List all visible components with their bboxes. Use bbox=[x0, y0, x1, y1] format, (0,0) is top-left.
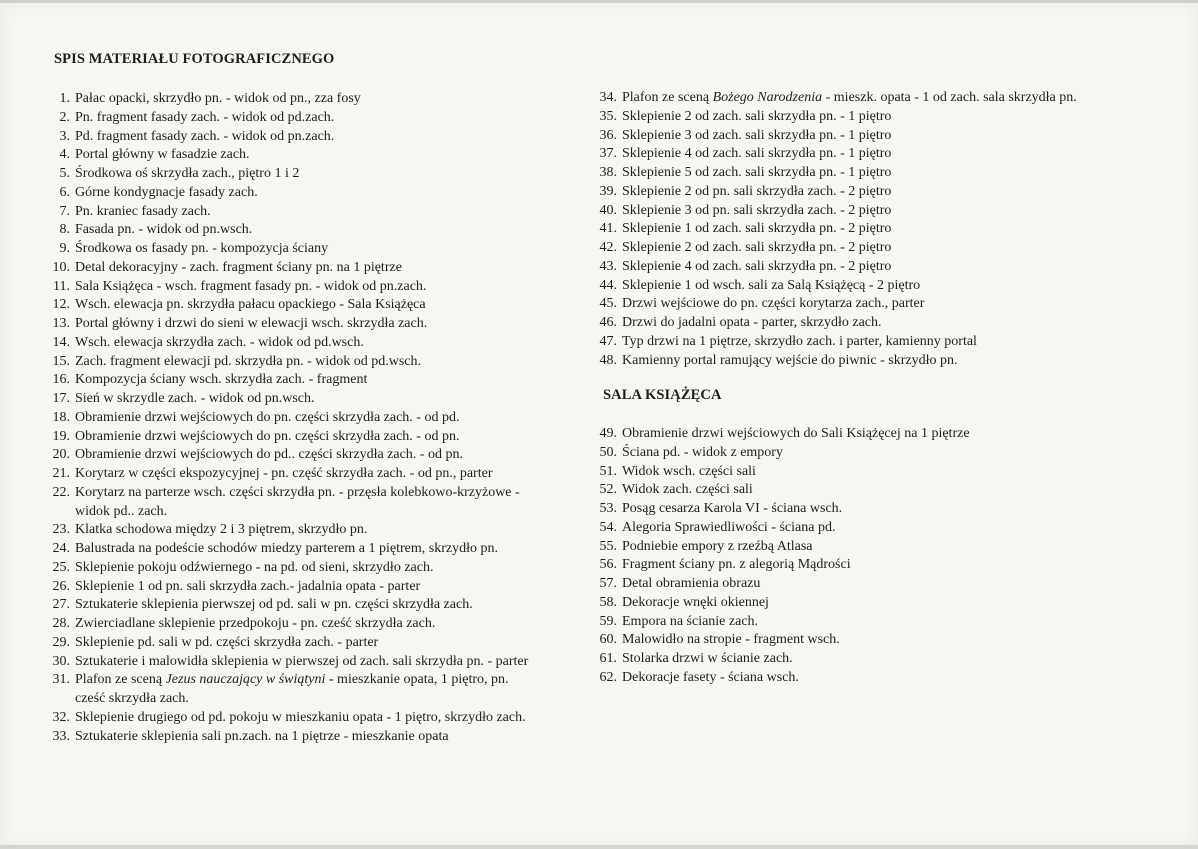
photo-list-left bbox=[46, 90, 586, 746]
list-item bbox=[46, 409, 586, 428]
item-text: Zach. fragment elewacji pd. skrzydła pn. - widok od pd.wsch. bbox=[75, 353, 422, 369]
list-item bbox=[593, 650, 1153, 669]
item-number: 62. bbox=[599, 669, 617, 685]
list-item bbox=[46, 240, 586, 259]
item-text bbox=[622, 89, 1153, 108]
item-text: Sztukaterie sklepienia sali pn.zach. na 1 piętrze - mieszkanie opata bbox=[75, 728, 449, 744]
item-number: 40. bbox=[599, 202, 617, 218]
list-item bbox=[46, 653, 586, 672]
item-text: Kompozycja ściany wsch. skrzydła zach. - fragment bbox=[75, 372, 368, 388]
item-text: Dekoracje fasety - ściana wsch. bbox=[622, 669, 799, 685]
list-item bbox=[593, 425, 1153, 444]
item-number: 3. bbox=[59, 128, 70, 144]
item-text: Sklepienie 2 od pn. sali skrzydła zach. - 2 piętro bbox=[622, 183, 892, 199]
item-number: 32. bbox=[52, 709, 70, 725]
item-text: Klatka schodowa między 2 i 3 piętrem, skrzydło pn. bbox=[75, 522, 368, 538]
item-text: Górne kondygnacje fasady zach. bbox=[75, 184, 258, 200]
item-number: 58. bbox=[599, 594, 617, 610]
list-item bbox=[46, 559, 586, 578]
item-number: 51. bbox=[599, 463, 617, 479]
item-text: Balustrada na podeście schodów miedzy parterem a 1 piętrem, skrzydło pn. bbox=[75, 541, 498, 556]
list-item bbox=[593, 575, 1153, 594]
list-item bbox=[593, 164, 1153, 183]
list-item bbox=[593, 145, 1153, 164]
item-text: Wsch. elewacja skrzydła zach. - widok od pd.wsch. bbox=[75, 334, 364, 350]
list-item bbox=[593, 239, 1153, 258]
item-number: 52. bbox=[599, 482, 617, 498]
item-text: Obramienie drzwi wejściowych do pn. części skrzydła zach. - od pn. bbox=[75, 428, 460, 444]
item-number: 39. bbox=[599, 183, 617, 199]
item-number: 47. bbox=[599, 333, 617, 349]
item-number: 46. bbox=[599, 315, 617, 330]
list-item bbox=[46, 521, 586, 540]
list-item bbox=[46, 728, 586, 747]
list-item bbox=[46, 578, 586, 597]
list-item bbox=[46, 596, 586, 615]
list-item bbox=[593, 669, 1153, 688]
item-number: 9. bbox=[59, 241, 70, 256]
item-number: 42. bbox=[599, 240, 617, 255]
list-item bbox=[46, 128, 586, 147]
item-number: 43. bbox=[599, 258, 617, 274]
item-number: 1. bbox=[59, 91, 70, 106]
item-text: Sklepienie 1 od zach. sali skrzydła pn. - 2 piętro bbox=[622, 221, 892, 237]
list-item bbox=[46, 634, 586, 653]
list-item bbox=[593, 463, 1153, 482]
item-text: Sklepienie pd. sali w pd. części skrzydła zach. - parter bbox=[75, 634, 379, 650]
item-number: 11. bbox=[53, 278, 70, 294]
item-number: 44. bbox=[599, 277, 617, 293]
item-text: Środkowa oś skrzydła zach., piętro 1 i 2 bbox=[75, 166, 300, 181]
section-heading-sala-ksiazeca: SALA KSIĄŻĘCA bbox=[603, 387, 722, 403]
item-text: Sklepienie 2 od zach. sali skrzydła pn. - 2 piętro bbox=[622, 240, 892, 255]
item-text: Empora na ścianie zach. bbox=[622, 613, 759, 629]
list-item bbox=[46, 315, 586, 334]
item-number: 35. bbox=[599, 108, 617, 124]
item-number: 59. bbox=[599, 613, 617, 629]
item-text: Obramienie drzwi wejściowych do pd.. części skrzydła zach. - od pn. bbox=[75, 447, 463, 463]
list-item bbox=[46, 353, 586, 372]
item-text: Drzwi do jadalni opata - parter, skrzydło zach. bbox=[622, 315, 882, 330]
list-item bbox=[46, 709, 586, 728]
item-text: Fragment ściany pn. z alegorią Mądrości bbox=[622, 557, 851, 573]
list-item bbox=[46, 146, 586, 165]
item-text: Ściana pd. - widok z empory bbox=[622, 444, 783, 460]
item-text: Pn. kraniec fasady zach. bbox=[75, 203, 211, 219]
scan-edge-bottom bbox=[0, 845, 1198, 849]
item-text: Malowidło na stropie - fragment wsch. bbox=[622, 632, 840, 648]
item-text: Sala Książęca - wsch. fragment fasady pn. - widok od pn.zach. bbox=[75, 278, 427, 294]
item-number: 37. bbox=[599, 146, 617, 162]
list-item bbox=[46, 109, 586, 128]
item-text: Drzwi wejściowe do pn. części korytarza zach., parter bbox=[622, 296, 925, 312]
list-item bbox=[593, 631, 1153, 650]
list-item bbox=[46, 671, 586, 709]
item-text-continuation: widok pd.. zach. bbox=[75, 503, 168, 519]
list-item bbox=[593, 314, 1153, 333]
scan-edge-top bbox=[0, 0, 1198, 3]
item-text: Korytarz na parterze wsch. części skrzydła pn. - przęsła kolebkowo-krzyżowe - bbox=[75, 484, 520, 500]
item-text: Pałac opacki, skrzydło pn. - widok od pn., zza fosy bbox=[75, 91, 361, 106]
item-text: Zwierciadlane sklepienie przedpokoju - pn. cześć skrzydła zach. bbox=[75, 616, 436, 631]
list-item bbox=[46, 371, 586, 390]
list-item bbox=[593, 202, 1153, 221]
item-number: 54. bbox=[599, 519, 617, 535]
item-number: 60. bbox=[599, 632, 617, 648]
item-number: 50. bbox=[599, 444, 617, 460]
item-text-title-italic: Jezus nauczający w świątyni bbox=[165, 672, 326, 688]
item-text: Dekoracje wnęki okiennej bbox=[622, 594, 769, 610]
list-item bbox=[593, 295, 1153, 314]
item-text: Posąg cesarza Karola VI - ściana wsch. bbox=[622, 501, 843, 516]
item-text: Kamienny portal ramujący wejście do piwnic - skrzydło pn. bbox=[622, 352, 958, 368]
list-item bbox=[593, 556, 1153, 575]
list-item bbox=[593, 538, 1153, 557]
list-item bbox=[46, 259, 586, 278]
list-item bbox=[46, 184, 586, 203]
item-text: Widok zach. części sali bbox=[622, 482, 753, 498]
item-text: Sklepienie 2 od zach. sali skrzydła pn. - 1 piętro bbox=[622, 108, 892, 124]
item-text: Sklepienie drugiego od pd. pokoju w mieszkaniu opata - 1 piętro, skrzydło zach. bbox=[75, 709, 526, 725]
item-number: 34. bbox=[599, 90, 617, 105]
list-item bbox=[593, 444, 1153, 463]
item-text: Portal główny i drzwi do sieni w elewacji wsch. skrzydła zach. bbox=[75, 316, 428, 331]
list-item bbox=[46, 334, 586, 353]
item-number: 29. bbox=[52, 634, 70, 650]
item-number: 19. bbox=[52, 428, 70, 444]
item-number: 26. bbox=[52, 578, 70, 594]
item-text-suffix: - mieszkanie opata, 1 piętro, pn. bbox=[325, 672, 509, 688]
list-item bbox=[593, 108, 1153, 127]
list-item bbox=[46, 296, 586, 315]
list-item bbox=[46, 615, 586, 634]
list-item bbox=[593, 352, 1153, 371]
item-number: 15. bbox=[52, 353, 70, 369]
list-item bbox=[46, 390, 586, 409]
list-item bbox=[46, 278, 586, 297]
item-number: 14. bbox=[52, 334, 70, 350]
item-number: 57. bbox=[599, 576, 617, 591]
list-item bbox=[593, 594, 1153, 613]
item-number: 21. bbox=[52, 466, 70, 481]
list-item bbox=[593, 89, 1153, 108]
item-number: 6. bbox=[59, 184, 70, 200]
item-number: 10. bbox=[52, 259, 70, 275]
list-item bbox=[593, 220, 1153, 239]
item-text: Wsch. elewacja pn. skrzydła pałacu opackiego - Sala Książęca bbox=[75, 297, 426, 313]
item-number: 56. bbox=[599, 557, 617, 573]
item-number: 7. bbox=[59, 203, 70, 219]
item-number: 36. bbox=[599, 127, 617, 143]
item-number: 27. bbox=[52, 597, 70, 613]
item-number: 61. bbox=[599, 651, 617, 666]
item-number: 28. bbox=[52, 616, 70, 631]
item-text-title-italic: Bożego Narodzenia bbox=[712, 90, 823, 105]
item-text: Pd. fragment fasady zach. - widok od pn.zach. bbox=[75, 128, 335, 144]
list-item bbox=[593, 613, 1153, 632]
item-text: Sklepienie 5 od zach. sali skrzydła pn. - 1 piętro bbox=[622, 165, 892, 180]
item-number: 8. bbox=[59, 222, 70, 238]
item-text: Sklepienie pokoju odźwiernego - na pd. od sieni, skrzydło zach. bbox=[75, 559, 434, 575]
item-text: Pn. fragment fasady zach. - widok od pd.zach. bbox=[75, 109, 335, 125]
item-number: 18. bbox=[52, 409, 70, 425]
item-text: Sklepienie 1 od wsch. sali za Salą Książęcą - 2 piętro bbox=[622, 277, 921, 293]
list-item bbox=[593, 277, 1153, 296]
item-text: Sień w skrzydle zach. - widok od pn.wsch. bbox=[75, 391, 315, 406]
item-text: Sklepienie 1 od pn. sali skrzydła zach.- jadalnia opata - parter bbox=[75, 578, 421, 594]
list-item bbox=[593, 481, 1153, 500]
item-number: 55. bbox=[599, 538, 617, 554]
item-number: 31. bbox=[52, 672, 70, 688]
item-text: Obramienie drzwi wejściowych do pn. części skrzydła zach. - od pd. bbox=[75, 409, 460, 425]
list-item bbox=[593, 333, 1153, 352]
item-number: 4. bbox=[59, 147, 70, 163]
item-number: 2. bbox=[59, 109, 70, 125]
item-text-continuation: cześć skrzydła zach. bbox=[75, 691, 189, 706]
item-text: Podniebie empory z rzeźbą Atlasa bbox=[622, 538, 813, 554]
item-text-prefix: Plafon ze sceną bbox=[622, 90, 713, 105]
item-text: Sklepienie 3 od zach. sali skrzydła pn. - 1 piętro bbox=[622, 127, 892, 143]
photo-list-right bbox=[593, 89, 1153, 370]
item-number: 17. bbox=[52, 391, 70, 406]
item-number: 24. bbox=[52, 541, 70, 556]
list-item bbox=[46, 540, 586, 559]
item-text: Widok wsch. części sali bbox=[622, 463, 756, 479]
list-item bbox=[593, 127, 1153, 146]
item-text bbox=[75, 671, 586, 690]
item-text: Typ drzwi na 1 piętrze, skrzydło zach. i parter, kamienny portal bbox=[622, 333, 977, 349]
item-number: 45. bbox=[599, 296, 617, 312]
item-text-prefix: Plafon ze sceną bbox=[75, 672, 166, 688]
item-text: Detal dekoracyjny - zach. fragment ściany pn. na 1 piętrze bbox=[75, 259, 402, 275]
photo-list-sala-ksiazeca bbox=[593, 425, 1153, 688]
item-number: 48. bbox=[599, 352, 617, 368]
item-number: 13. bbox=[52, 316, 70, 331]
item-number: 25. bbox=[52, 559, 70, 575]
item-number: 5. bbox=[59, 166, 70, 181]
item-text: Sklepienie 3 od pn. sali skrzydła zach. - 2 piętro bbox=[622, 202, 892, 218]
item-text: Fasada pn. - widok od pn.wsch. bbox=[75, 222, 253, 238]
list-item bbox=[46, 90, 586, 109]
list-item bbox=[593, 519, 1153, 538]
list-item bbox=[46, 203, 586, 222]
item-number: 33. bbox=[52, 728, 70, 744]
item-number: 41. bbox=[599, 221, 617, 237]
list-item bbox=[593, 500, 1153, 519]
document-title: SPIS MATERIAŁU FOTOGRAFICZNEGO bbox=[54, 51, 335, 67]
item-text: Środkowa os fasady pn. - kompozycja ściany bbox=[75, 241, 329, 256]
item-text: Detal obramienia obrazu bbox=[622, 576, 761, 591]
item-text: Obramienie drzwi wejściowych do Sali Książęcej na 1 piętrze bbox=[622, 426, 970, 441]
item-text-suffix: - mieszk. opata - 1 od zach. sala skrzydła pn. bbox=[822, 90, 1077, 105]
item-number: 53. bbox=[599, 501, 617, 516]
item-number: 23. bbox=[52, 522, 70, 538]
list-item bbox=[593, 183, 1153, 202]
item-number: 12. bbox=[52, 297, 70, 313]
list-item bbox=[46, 165, 586, 184]
item-number: 30. bbox=[52, 653, 70, 669]
item-text: Alegoria Sprawiedliwości - ściana pd. bbox=[622, 519, 836, 535]
item-text: Korytarz w części ekspozycyjnej - pn. część skrzydła zach. - od pn., parter bbox=[75, 466, 493, 481]
item-text: Sztukaterie i malowidła sklepienia w pierwszej od zach. sali skrzydła pn. - parter bbox=[75, 653, 529, 669]
item-number: 22. bbox=[52, 484, 70, 500]
list-item bbox=[46, 446, 586, 465]
item-number: 49. bbox=[599, 426, 617, 441]
item-text: Sklepienie 4 od zach. sali skrzydła pn. - 2 piętro bbox=[622, 258, 892, 274]
item-text: Sztukaterie sklepienia pierwszej od pd. sali w pn. części skrzydła zach. bbox=[75, 597, 473, 613]
list-item bbox=[46, 428, 586, 447]
item-text: Portal główny w fasadzie zach. bbox=[75, 147, 250, 163]
item-number: 16. bbox=[52, 372, 70, 388]
list-item bbox=[46, 465, 586, 484]
list-item bbox=[593, 258, 1153, 277]
list-item bbox=[46, 221, 586, 240]
item-number: 38. bbox=[599, 165, 617, 180]
item-text: Stolarka drzwi w ścianie zach. bbox=[622, 651, 793, 666]
item-number: 20. bbox=[52, 447, 70, 463]
list-item bbox=[46, 484, 586, 522]
item-text: Sklepienie 4 od zach. sali skrzydła pn. - 1 piętro bbox=[622, 146, 892, 162]
